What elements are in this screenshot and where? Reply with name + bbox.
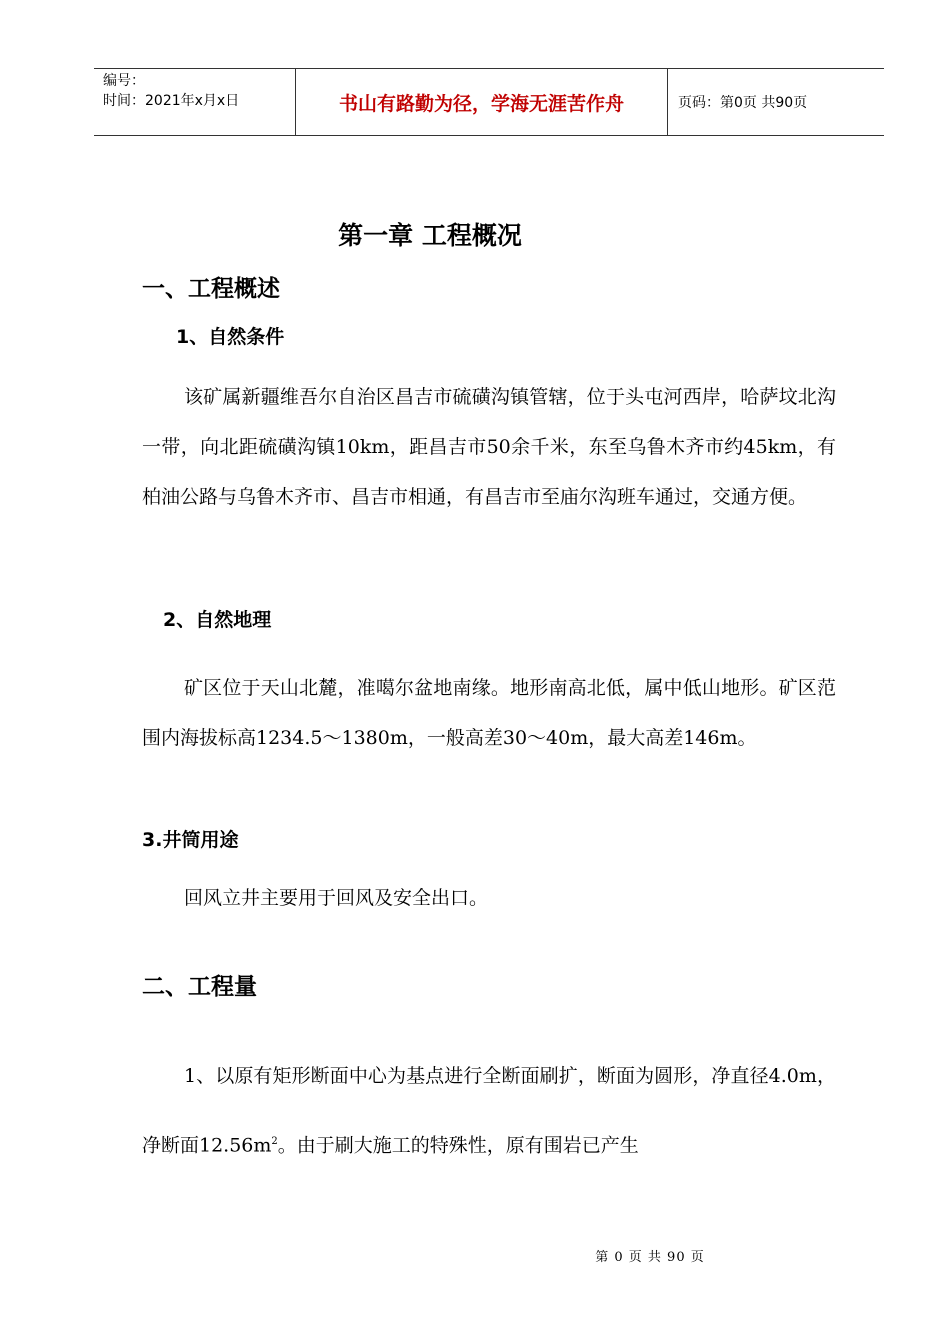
section-2-text-after: 。由于刷大施工的特殊性，原有围岩已产生 <box>277 1134 639 1157</box>
section-1-title: 一、工程概述 <box>142 276 280 302</box>
header-page-label: 页码：第0页 共90页 <box>678 95 808 111</box>
header-time-label: 时间：2021年x月x日 <box>103 93 240 109</box>
header-number-label: 编号： <box>103 73 145 89</box>
subsection-3-text: 回风立井主要用于回风及安全出口。 <box>184 887 489 909</box>
page-header <box>94 68 884 136</box>
subsection-1-title: 1、自然条件 <box>176 326 285 348</box>
header-motto: 书山有路勤为径，学海无涯苦作舟 <box>295 69 668 135</box>
page-footer: 第 0 页 共 90 页 <box>595 1250 705 1265</box>
subsection-1-text: 该矿属新疆维吾尔自治区昌吉市硫磺沟镇管辖，位于头屯河西岸，哈萨坟北沟一带，向北距硫磺沟镇10km，距昌吉市50余千米，东至乌鲁木齐市约45km，有柏油公路与乌鲁木齐市、昌吉市相通，有昌吉市至庙尔沟班车通过，交通方便。 <box>142 386 836 508</box>
subsection-3-title: 3.井筒用途 <box>142 829 239 851</box>
subsection-2-title: 2、自然地理 <box>163 609 272 631</box>
section-2-text-before: 1、以原有矩形断面中心为基点进行全断面刷扩，断面为圆形，净直径4.0m，净断面12.56m <box>142 1065 836 1157</box>
chapter-title: 第一章 工程概况 <box>338 221 522 250</box>
section-2-title: 二、工程量 <box>142 974 257 1000</box>
section-2-text <box>142 1043 836 1178</box>
section-2-sup: 2 <box>271 1136 278 1147</box>
header-meta <box>94 69 295 135</box>
subsection-2-text: 矿区位于天山北麓，准噶尔盆地南缘。地形南高北低，属中低山地形。矿区范围内海拔标高1234.5～1380m，一般高差30～40m，最大高差146m。 <box>142 677 836 749</box>
